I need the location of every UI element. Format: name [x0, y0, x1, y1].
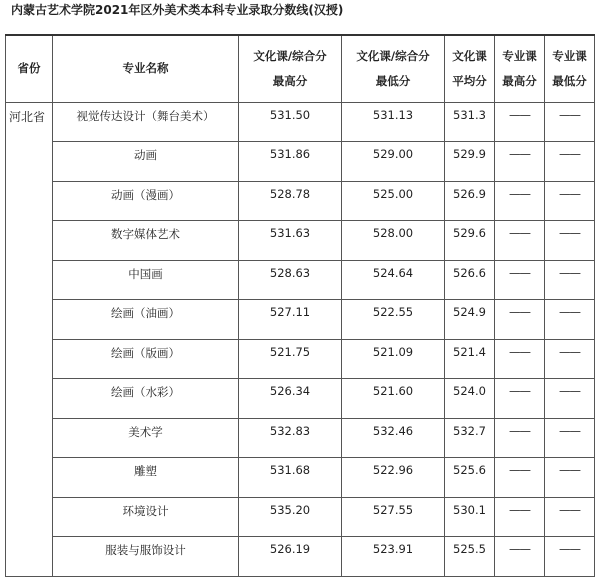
culture-max-cell: 535.20 [239, 497, 342, 537]
culture-avg-cell: 521.4 [445, 339, 495, 379]
header-culture-avg-line1: 文化课 [452, 48, 487, 63]
major-min-cell: —— [545, 497, 595, 537]
table-row [6, 339, 595, 379]
major-cell: 绘画（版画） [53, 339, 239, 379]
header-culture-avg-line2: 平均分 [452, 73, 487, 88]
page-title: 内蒙古艺术学院2021年区外美术类本科专业录取分数线(汉授) [11, 3, 344, 17]
major-max-cell: —— [495, 142, 545, 182]
major-max-cell: —— [495, 339, 545, 379]
major-max-cell: —— [495, 221, 545, 261]
major-min-cell: —— [545, 102, 595, 142]
culture-avg-cell: 532.7 [445, 418, 495, 458]
table-row [6, 458, 595, 498]
culture-avg-cell: 526.9 [445, 181, 495, 221]
admission-score-table [5, 34, 595, 577]
culture-avg-cell: 526.6 [445, 260, 495, 300]
major-max-cell: —— [495, 497, 545, 537]
table-row [6, 142, 595, 182]
header-culture-max [239, 35, 342, 102]
culture-min-cell: 521.60 [342, 379, 445, 419]
header-culture-avg [445, 35, 495, 102]
table-row [6, 260, 595, 300]
major-cell: 动画（漫画） [53, 181, 239, 221]
major-max-cell: —— [495, 181, 545, 221]
major-min-cell: —— [545, 142, 595, 182]
culture-max-cell: 531.50 [239, 102, 342, 142]
table-row [6, 300, 595, 340]
major-max-cell: —— [495, 458, 545, 498]
major-min-cell: —— [545, 221, 595, 261]
culture-max-cell: 532.83 [239, 418, 342, 458]
culture-min-cell: 521.09 [342, 339, 445, 379]
header-major-min-line1: 专业课 [552, 48, 587, 63]
major-cell: 环境设计 [53, 497, 239, 537]
table-row [6, 181, 595, 221]
culture-min-cell: 525.00 [342, 181, 445, 221]
header-major-max-line2: 最高分 [502, 73, 537, 88]
major-cell: 绘画（油画） [53, 300, 239, 340]
culture-min-cell: 523.91 [342, 537, 445, 577]
table-row [6, 102, 595, 142]
major-cell: 绘画（水彩） [53, 379, 239, 419]
major-max-cell: —— [495, 379, 545, 419]
header-province: 省份 [6, 35, 53, 102]
major-min-cell: —— [545, 300, 595, 340]
culture-min-cell: 522.55 [342, 300, 445, 340]
culture-max-cell: 531.68 [239, 458, 342, 498]
culture-avg-cell: 529.6 [445, 221, 495, 261]
table-header-row [6, 35, 595, 102]
major-min-cell: —— [545, 260, 595, 300]
major-max-cell: —— [495, 102, 545, 142]
culture-max-cell: 526.34 [239, 379, 342, 419]
culture-max-cell: 531.86 [239, 142, 342, 182]
major-min-cell: —— [545, 537, 595, 577]
culture-avg-cell: 530.1 [445, 497, 495, 537]
header-culture-min-line2: 最低分 [375, 73, 411, 88]
culture-avg-cell: 525.6 [445, 458, 495, 498]
province-cell: 河北省 [6, 102, 53, 576]
header-culture-min [342, 35, 445, 102]
culture-max-cell: 527.11 [239, 300, 342, 340]
major-min-cell: —— [545, 418, 595, 458]
culture-min-cell: 528.00 [342, 221, 445, 261]
culture-avg-cell: 529.9 [445, 142, 495, 182]
culture-max-cell: 526.19 [239, 537, 342, 577]
major-min-cell: —— [545, 181, 595, 221]
culture-max-cell: 528.78 [239, 181, 342, 221]
table-row [6, 221, 595, 261]
culture-min-cell: 531.13 [342, 102, 445, 142]
major-max-cell: —— [495, 537, 545, 577]
header-major-min-line2: 最低分 [552, 73, 587, 88]
culture-avg-cell: 524.0 [445, 379, 495, 419]
header-major-max-line1: 专业课 [502, 48, 537, 63]
header-major: 专业名称 [53, 35, 239, 102]
header-culture-max-line1: 文化课/综合分 [253, 48, 327, 63]
culture-min-cell: 529.00 [342, 142, 445, 182]
culture-avg-cell: 524.9 [445, 300, 495, 340]
header-major-min [545, 35, 595, 102]
header-culture-min-line1: 文化课/综合分 [356, 48, 430, 63]
culture-max-cell: 531.63 [239, 221, 342, 261]
major-min-cell: —— [545, 339, 595, 379]
culture-max-cell: 528.63 [239, 260, 342, 300]
major-min-cell: —— [545, 458, 595, 498]
major-cell: 数字媒体艺术 [53, 221, 239, 261]
table-row [6, 379, 595, 419]
major-min-cell: —— [545, 379, 595, 419]
major-cell: 视觉传达设计（舞台美术） [53, 102, 239, 142]
culture-min-cell: 527.55 [342, 497, 445, 537]
major-max-cell: —— [495, 418, 545, 458]
major-cell: 动画 [53, 142, 239, 182]
culture-avg-cell: 531.3 [445, 102, 495, 142]
major-cell: 雕塑 [53, 458, 239, 498]
table-row [6, 418, 595, 458]
table-row [6, 537, 595, 577]
header-culture-max-line2: 最高分 [272, 73, 308, 88]
header-major-max [495, 35, 545, 102]
culture-min-cell: 532.46 [342, 418, 445, 458]
culture-avg-cell: 525.5 [445, 537, 495, 577]
culture-max-cell: 521.75 [239, 339, 342, 379]
culture-min-cell: 522.96 [342, 458, 445, 498]
culture-min-cell: 524.64 [342, 260, 445, 300]
major-cell: 美术学 [53, 418, 239, 458]
major-max-cell: —— [495, 260, 545, 300]
table-row [6, 497, 595, 537]
major-cell: 中国画 [53, 260, 239, 300]
major-cell: 服装与服饰设计 [53, 537, 239, 577]
major-max-cell: —— [495, 300, 545, 340]
